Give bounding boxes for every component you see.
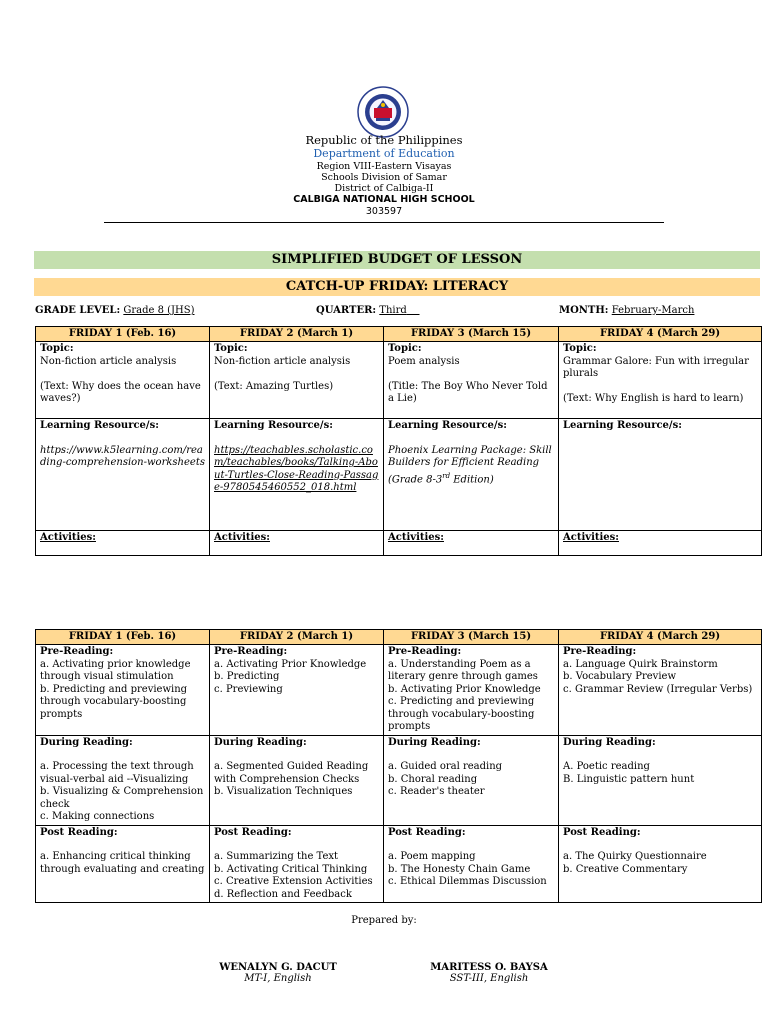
topic-label: Topic:	[563, 343, 597, 354]
during-reading-text: A. Poetic reading B. Linguistic pattern hunt	[563, 761, 695, 785]
department-heading: Department of Education	[313, 147, 455, 160]
prepared-by-label: Prepared by:	[351, 915, 417, 926]
pre-reading-label: Pre-Reading:	[40, 646, 114, 657]
activities-label: Activities:	[388, 532, 444, 543]
table-row	[36, 735, 762, 825]
post-reading-cell	[210, 825, 384, 903]
signatory-name: MARITESS O. BAYSA	[430, 962, 548, 973]
lesson-activities-table	[35, 629, 762, 903]
post-reading-text: a. Enhancing critical thinking through evaluating and creating	[40, 851, 205, 875]
signatory-2	[399, 962, 579, 984]
pre-reading-text: a. Understanding Poem as a literary genre through games b. Activating Prior Knowledge c. Predicting and previewing through vocabulary-boosting prompts	[388, 658, 541, 732]
post-reading-label: Post Reading:	[214, 826, 292, 838]
table-row	[36, 531, 762, 556]
activities-cell	[36, 531, 210, 556]
resource-label: Learning Resource/s:	[214, 420, 333, 431]
table-row	[36, 419, 762, 531]
post-reading-cell	[36, 825, 210, 903]
column-header: FRIDAY 4 (March 29)	[559, 327, 762, 342]
post-reading-cell	[559, 825, 762, 903]
grade-value: Grade 8 (JHS)	[123, 305, 195, 316]
pre-reading-cell	[36, 645, 210, 736]
during-reading-label: During Reading:	[563, 736, 656, 748]
topic-cell	[559, 342, 762, 419]
post-reading-text: a. The Quirky Questionnaire b. Creative Commentary	[563, 851, 707, 875]
pre-reading-text: a. Activating Prior Knowledge b. Predicting c. Previewing	[214, 658, 367, 695]
post-reading-text: a. Poem mapping b. The Honesty Chain Game c. Ethical Dilemmas Discussion	[388, 851, 547, 887]
document-subtitle: CATCH-UP FRIDAY: LITERACY	[34, 278, 760, 296]
activities-cell	[384, 531, 559, 556]
table-row	[36, 645, 762, 736]
resource-label: Learning Resource/s:	[563, 420, 682, 431]
topic-cell	[36, 342, 210, 419]
topic-text: Non-fiction article analysis (Text: Why does the ocean have waves?)	[40, 355, 201, 404]
document-title: SIMPLIFIED BUDGET OF LESSON	[34, 251, 760, 269]
signatory-position: SST-III, English	[449, 973, 529, 984]
school-name: CALBIGA NATIONAL HIGH SCHOOL	[293, 194, 475, 205]
table-row	[36, 825, 762, 903]
topic-label: Topic:	[40, 343, 74, 354]
activities-label: Activities:	[40, 532, 96, 543]
column-header: FRIDAY 1 (Feb. 16)	[36, 327, 210, 342]
during-reading-cell	[559, 735, 762, 825]
activities-label: Activities:	[214, 532, 270, 543]
resource-link[interactable]: https://teachables.scholastic.com/teachables/books/Talking-About-Turtles-Close-Reading-Passage-9780545460552_018.html	[214, 444, 379, 493]
pre-reading-cell	[210, 645, 384, 736]
signatory-1	[188, 962, 368, 984]
month-label: MONTH:	[559, 305, 609, 316]
topic-label: Topic:	[214, 343, 248, 354]
table-header-row	[36, 327, 762, 342]
during-reading-cell	[36, 735, 210, 825]
resource-label: Learning Resource/s:	[40, 420, 159, 431]
pre-reading-label: Pre-Reading:	[388, 646, 462, 657]
during-reading-cell	[384, 735, 559, 825]
pre-reading-cell	[384, 645, 559, 736]
during-reading-label: During Reading:	[40, 736, 133, 748]
month	[559, 305, 694, 316]
column-header: FRIDAY 3 (March 15)	[384, 630, 559, 645]
signatory-name: WENALYN G. DACUT	[219, 962, 337, 973]
school-id: 303597	[365, 206, 403, 217]
pre-reading-cell	[559, 645, 762, 736]
quarter-value: Third	[379, 305, 407, 316]
post-reading-cell	[384, 825, 559, 903]
post-reading-text: a. Summarizing the Text b. Activating Critical Thinking c. Creative Extension Activities d. Reflection and Feedback	[214, 851, 373, 900]
district-heading: District of Calbiga-II	[334, 183, 434, 194]
resource-cell	[36, 419, 210, 531]
resource-text: Phoenix Learning Package: Skill Builders for Efficient Reading (Grade 8-3rd Edition)	[388, 444, 552, 485]
pre-reading-label: Pre-Reading:	[563, 646, 637, 657]
during-reading-text: a. Processing the text through visual-verbal aid --Visualizing b. Visualizing & Comprehension check c. Making connections	[40, 761, 204, 822]
pre-reading-text: a. Activating prior knowledge through visual stimulation b. Predicting and previewing through vocabulary-boosting prompts	[40, 658, 191, 720]
pre-reading-label: Pre-Reading:	[214, 646, 288, 657]
during-reading-label: During Reading:	[214, 736, 307, 748]
topic-text: Poem analysis (Title: The Boy Who Never Told a Lie)	[388, 355, 548, 404]
grade-label: GRADE LEVEL:	[35, 305, 121, 316]
during-reading-text: a. Segmented Guided Reading with Comprehension Checks b. Visualization Techniques	[214, 761, 369, 797]
topic-text: Grammar Galore: Fun with irregular plurals (Text: Why English is hard to learn)	[563, 355, 749, 404]
topic-text: Non-fiction article analysis (Text: Amazing Turtles)	[214, 355, 351, 392]
during-reading-cell	[210, 735, 384, 825]
column-header: FRIDAY 1 (Feb. 16)	[36, 630, 210, 645]
activities-cell	[210, 531, 384, 556]
column-header: FRIDAY 2 (March 1)	[210, 630, 384, 645]
resource-link[interactable]: https://www.k5learning.com/reading-comprehension-worksheets	[40, 444, 205, 468]
during-reading-text: a. Guided oral reading b. Choral reading c. Reader's theater	[388, 761, 503, 797]
activities-label: Activities:	[563, 532, 619, 543]
column-header: FRIDAY 4 (March 29)	[559, 630, 762, 645]
division-heading: Schools Division of Samar	[321, 172, 447, 183]
topic-label: Topic:	[388, 343, 422, 354]
column-header: FRIDAY 2 (March 1)	[210, 327, 384, 342]
republic-heading: Republic of the Philippines	[305, 133, 463, 147]
quarter-label: QUARTER:	[316, 305, 377, 316]
deped-seal-logo	[357, 86, 409, 138]
signatory-position: MT-I, English	[244, 973, 312, 984]
table-row	[36, 342, 762, 419]
grade-level	[35, 305, 195, 316]
post-reading-label: Post Reading:	[563, 826, 641, 838]
during-reading-label: During Reading:	[388, 736, 481, 748]
resource-cell	[384, 419, 559, 531]
resource-cell	[559, 419, 762, 531]
activities-cell	[559, 531, 762, 556]
quarter	[316, 305, 420, 316]
table-header-row	[36, 630, 762, 645]
post-reading-label: Post Reading:	[388, 826, 466, 838]
pre-reading-text: a. Language Quirk Brainstorm b. Vocabulary Preview c. Grammar Review (Irregular Verbs)	[563, 658, 753, 695]
resource-label: Learning Resource/s:	[388, 420, 507, 431]
lesson-topics-table	[35, 326, 762, 556]
header-divider	[104, 222, 664, 223]
month-value: February-March	[611, 305, 695, 316]
column-header: FRIDAY 3 (March 15)	[384, 327, 559, 342]
resource-cell	[210, 419, 384, 531]
region-heading: Region VIII-Eastern Visayas	[316, 161, 452, 172]
post-reading-label: Post Reading:	[40, 826, 118, 838]
topic-cell	[210, 342, 384, 419]
topic-cell	[384, 342, 559, 419]
